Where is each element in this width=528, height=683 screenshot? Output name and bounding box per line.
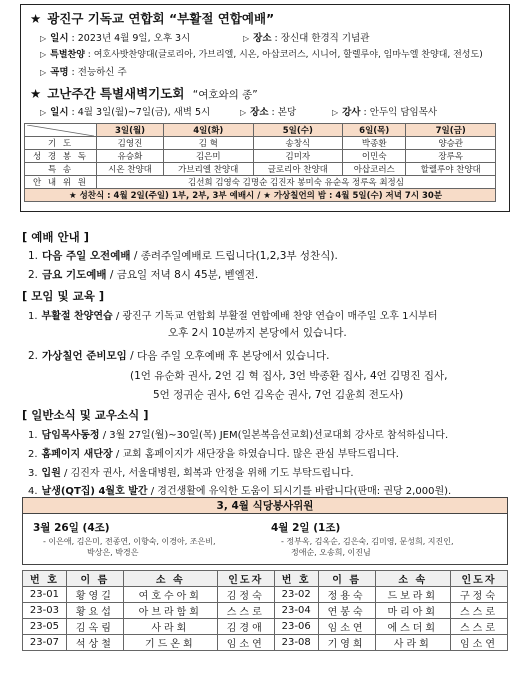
item-label: 홈페이지 새단장 bbox=[41, 449, 113, 460]
table-cell: 기영희 bbox=[318, 635, 375, 651]
item-label: 날생(QT집) 4월호 발간 bbox=[41, 486, 148, 497]
row-head: 특 송 bbox=[25, 163, 97, 176]
table-cell: 임소연 bbox=[318, 619, 375, 635]
kitchen-left-date: 3월 26일 (4조) bbox=[33, 522, 110, 534]
speaker-value: 안두익 담임목사 bbox=[369, 107, 438, 118]
schedule-cell: 시온 찬양대 bbox=[97, 163, 164, 176]
dawn-prayer-title bbox=[30, 84, 258, 102]
easter-worship-title bbox=[30, 9, 274, 27]
table-cell: 에스더회 bbox=[375, 619, 450, 635]
item-text: / 교회 홈페이지가 새단장을 하였습니다. 많은 관심 부탁드립니다. bbox=[112, 449, 399, 460]
item-text: / 다음 주일 오후예배 후 본당에서 있습니다. bbox=[126, 350, 330, 362]
table-cell: 기드온회 bbox=[123, 635, 217, 651]
table-row bbox=[23, 603, 508, 619]
special-praise-value: 여호사밧찬양대(글로리아, 가브리엘, 시온, 아삽코러스, 시니어, 할렐루야, 임마누엘 찬양대, 전성도) bbox=[93, 50, 483, 60]
usher-names: 김선희 김영숙 김명순 김진자 봉미숙 유순옥 정루옥 최정심 bbox=[97, 176, 496, 189]
item-label: 부활절 찬양연습 bbox=[41, 311, 113, 322]
column-header: 이 름 bbox=[66, 571, 123, 587]
triangle-icon: ▷ bbox=[40, 50, 47, 59]
column-header: 번 호 bbox=[274, 571, 318, 587]
dawn-date-label: 일시 bbox=[50, 107, 69, 118]
song-line: ▷ 곡명 : 전능하신 주 bbox=[40, 67, 127, 78]
table-cell: 23-04 bbox=[274, 603, 318, 619]
schedule-cell: 가브리엘 찬양대 bbox=[163, 163, 253, 176]
item-number: 3. bbox=[28, 468, 38, 479]
item-text: / 김진자 권사, 서울대병원, 회복과 안정을 위해 기도 부탁드립니다. bbox=[60, 468, 354, 479]
speaker-group: ▷ 강사 : 안두익 담임목사 bbox=[332, 107, 438, 118]
item-number: 2. bbox=[28, 449, 38, 460]
column-header: 인도자 bbox=[217, 571, 274, 587]
place-label: 장소 bbox=[253, 33, 272, 44]
column-header: 인도자 bbox=[450, 571, 507, 587]
item-text: / 광진구 기독교 연합회 부활절 연합예배 찬양 연습이 매주일 오후 1시부터 bbox=[112, 311, 438, 322]
schedule-note-row bbox=[25, 189, 496, 202]
dawn-place-group: ▷ 장소 : 본당 bbox=[240, 107, 297, 118]
table-cell: 스스로 bbox=[450, 603, 507, 619]
meetings-item bbox=[28, 307, 438, 322]
column-header: 소 속 bbox=[123, 571, 217, 587]
meetings-section-header: [ 모임 및 교육 ] bbox=[22, 289, 105, 303]
schedule-cell: 김 혁 bbox=[163, 137, 253, 150]
item-text: / 3월 27일(월)~30일(목) JEM(일본복음선교회)선교대회 강사로 참석하십니다. bbox=[99, 430, 449, 441]
special-praise-label: 특별찬양 bbox=[50, 50, 85, 60]
table-cell: 스스로 bbox=[217, 603, 274, 619]
schedule-cell: 김은미 bbox=[163, 150, 253, 163]
schedule-cell: 할렐루야 찬양대 bbox=[406, 163, 496, 176]
item-label: 담임목사동정 bbox=[41, 430, 100, 441]
easter-date-line: ▷ 일시 : 2023년 4월 9일, 오후 3시 ▷ 장소 : 장신대 한경직 기념관 bbox=[40, 30, 190, 44]
table-cell: 황요섭 bbox=[66, 603, 123, 619]
meetings-item-continuation: 오후 2시 10분까지 본당에서 있습니다. bbox=[168, 327, 347, 339]
special-praise-line: ▷ 특별찬양 : 여호사밧찬양대(글로리아, 가브리엘, 시온, 아삽코러스, 시니어, 할렐루야, 임마누엘 찬양대, 전성도) bbox=[40, 50, 483, 60]
kitchen-service-title: 3, 4월 식당봉사위원 bbox=[23, 498, 507, 514]
kitchen-right-date: 4월 2일 (1조) bbox=[271, 522, 341, 534]
item-text: / 종려주일예배로 드립니다(1,2,3부 성찬식). bbox=[130, 250, 338, 262]
schedule-row-special-song bbox=[25, 163, 496, 176]
table-cell: 아브라함회 bbox=[123, 603, 217, 619]
dawn-prayer-info-line: ▷ 일시 : 4월 3일(월)~7일(금), 새벽 5시 ▷ 장소 : 본당 ▷ 강사 : 안두익 담임목사 bbox=[40, 104, 210, 118]
table-cell: 23-05 bbox=[23, 619, 67, 635]
dawn-prayer-name: 고난주간 특별새벽기도회 bbox=[47, 86, 185, 101]
column-header: 이 름 bbox=[318, 571, 375, 587]
triangle-icon: ▷ bbox=[240, 108, 247, 117]
meetings-item-continuation: (1언 유순화 권사, 2언 김 혁 집사, 3언 박종환 집사, 4언 김명진 집사, bbox=[130, 370, 448, 382]
easter-org-name: 광진구 기독교 연합회 bbox=[47, 11, 165, 26]
table-cell: 스스로 bbox=[450, 619, 507, 635]
schedule-cell: 유승화 bbox=[97, 150, 164, 163]
meetings-item bbox=[28, 348, 330, 363]
news-item bbox=[28, 426, 448, 441]
table-cell: 사라회 bbox=[123, 619, 217, 635]
dawn-prayer-schedule-table bbox=[24, 123, 496, 202]
triangle-icon: ▷ bbox=[40, 108, 47, 117]
schedule-cell: 아삽코러스 bbox=[343, 163, 406, 176]
item-number: 1. bbox=[28, 311, 38, 322]
item-number: 2. bbox=[28, 350, 39, 362]
news-item bbox=[28, 464, 354, 479]
column-header: 소 속 bbox=[375, 571, 450, 587]
place-value: 장신대 한경직 기념관 bbox=[280, 33, 370, 44]
kitchen-right-names: - 정부옥, 김옥순, 김은숙, 김미영, 문성희, 지진인, bbox=[281, 537, 454, 546]
schedule-cell: 김미자 bbox=[253, 150, 343, 163]
star-icon: ★ bbox=[30, 86, 42, 101]
triangle-icon: ▷ bbox=[40, 34, 47, 43]
news-section-header: [ 일반소식 및 교우소식 ] bbox=[22, 408, 149, 422]
table-cell: 23-02 bbox=[274, 587, 318, 603]
news-item bbox=[28, 445, 399, 460]
table-cell: 구정숙 bbox=[450, 587, 507, 603]
item-number: 2. bbox=[28, 269, 39, 281]
date-label: 일시 bbox=[50, 33, 69, 44]
row-head: 성 경 봉 독 bbox=[25, 150, 97, 163]
table-cell: 여호수아회 bbox=[123, 587, 217, 603]
triangle-icon: ▷ bbox=[243, 34, 250, 43]
item-label: 입원 bbox=[41, 468, 61, 479]
table-row bbox=[23, 619, 508, 635]
item-label: 다음 주일 오전예배 bbox=[42, 250, 131, 262]
schedule-cell: 글로리아 찬양대 bbox=[253, 163, 343, 176]
news-item bbox=[28, 482, 451, 497]
item-number: 4. bbox=[28, 486, 38, 497]
table-cell: 김경애 bbox=[217, 619, 274, 635]
dawn-place-label: 장소 bbox=[250, 107, 269, 118]
song-label: 곡명 bbox=[50, 67, 69, 78]
item-label: 금요 기도예배 bbox=[42, 269, 107, 281]
column-header: 번 호 bbox=[23, 571, 67, 587]
schedule-cell: 이민숙 bbox=[343, 150, 406, 163]
table-cell: 23-01 bbox=[23, 587, 67, 603]
worship-item bbox=[28, 248, 338, 263]
table-row bbox=[23, 587, 508, 603]
dawn-place-value: 본당 bbox=[277, 107, 297, 118]
schedule-row-ushers bbox=[25, 176, 496, 189]
schedule-row-reading bbox=[25, 150, 496, 163]
item-text: / 경건생활에 유익한 도움이 되시기를 바랍니다(판매: 권당 2,000원). bbox=[147, 486, 452, 497]
table-cell: 사라회 bbox=[375, 635, 450, 651]
table-cell: 정용숙 bbox=[318, 587, 375, 603]
table-cell: 김옥림 bbox=[66, 619, 123, 635]
worship-section-header: [ 예배 안내 ] bbox=[22, 230, 89, 244]
worship-item bbox=[28, 267, 258, 282]
date-value: 2023년 4월 9일, 오후 3시 bbox=[77, 33, 191, 44]
table-cell: 드보라회 bbox=[375, 587, 450, 603]
row-head: 안 내 위 원 bbox=[25, 176, 97, 189]
table-row bbox=[23, 635, 508, 651]
table-cell: 황영길 bbox=[66, 587, 123, 603]
day-header: 7일(금) bbox=[406, 124, 496, 137]
row-head: 기 도 bbox=[25, 137, 97, 150]
diagonal-line-icon bbox=[27, 125, 94, 136]
table-cell: 마리아회 bbox=[375, 603, 450, 619]
day-header: 3일(월) bbox=[97, 124, 164, 137]
schedule-row-prayer bbox=[25, 137, 496, 150]
dawn-date-value: 4월 3일(월)~7일(금), 새벽 5시 bbox=[77, 107, 211, 118]
place-group: ▷ 장소 : 장신대 한경직 기념관 bbox=[243, 33, 370, 44]
table-cell: 연봉숙 bbox=[318, 603, 375, 619]
table-cell: 김정숙 bbox=[217, 587, 274, 603]
day-header: 4일(화) bbox=[163, 124, 253, 137]
item-number: 1. bbox=[28, 250, 39, 262]
dawn-prayer-theme: “여호와의 종” bbox=[192, 89, 258, 101]
speaker-label: 강사 bbox=[342, 107, 361, 118]
table-cell: 석상철 bbox=[66, 635, 123, 651]
kitchen-left-names: 박상은, 박경은 bbox=[87, 548, 139, 557]
day-header: 5일(수) bbox=[253, 124, 343, 137]
table-cell: 임소연 bbox=[217, 635, 274, 651]
star-icon: ★ bbox=[30, 11, 42, 26]
triangle-icon: ▷ bbox=[332, 108, 339, 117]
item-label: 가상칠언 준비모임 bbox=[42, 350, 127, 362]
day-header: 6일(목) bbox=[343, 124, 406, 137]
schedule-corner-cell bbox=[25, 124, 97, 137]
table-cell: 23-07 bbox=[23, 635, 67, 651]
table-cell: 23-03 bbox=[23, 603, 67, 619]
easter-event-name: “부활절 연합예배” bbox=[168, 11, 275, 26]
schedule-cell: 박종환 bbox=[343, 137, 406, 150]
table-cell: 23-06 bbox=[274, 619, 318, 635]
item-number: 1. bbox=[28, 430, 38, 441]
schedule-cell: 양승관 bbox=[406, 137, 496, 150]
table-cell: 임소연 bbox=[450, 635, 507, 651]
table-cell: 23-08 bbox=[274, 635, 318, 651]
triangle-icon: ▷ bbox=[40, 68, 47, 77]
member-table bbox=[22, 570, 508, 651]
meetings-item-continuation: 5언 정귀순 권사, 6언 김옥순 권사, 7언 김윤희 전도사) bbox=[153, 389, 404, 401]
kitchen-service-box bbox=[22, 497, 508, 565]
song-value: 전능하신 주 bbox=[77, 67, 127, 78]
schedule-header-row bbox=[25, 124, 496, 137]
item-text: / 금요일 저녁 8시 45분, 벧엘전. bbox=[106, 269, 259, 281]
schedule-cell: 장루옥 bbox=[406, 150, 496, 163]
kitchen-left-names: - 이은애, 김은미, 전종연, 이향숙, 이경아, 조은비, bbox=[43, 537, 216, 546]
schedule-cell: 김영진 bbox=[97, 137, 164, 150]
member-table-header-row bbox=[23, 571, 508, 587]
kitchen-right-names: 정애순, 오송희, 이진님 bbox=[291, 548, 371, 557]
schedule-cell: 송창식 bbox=[253, 137, 343, 150]
schedule-note: ★ 성찬식 : 4월 2일(주일) 1부, 2부, 3부 예배시 / ★ 가상칠언의 밤 : 4월 5일(수) 저녁 7시 30분 bbox=[25, 189, 496, 202]
